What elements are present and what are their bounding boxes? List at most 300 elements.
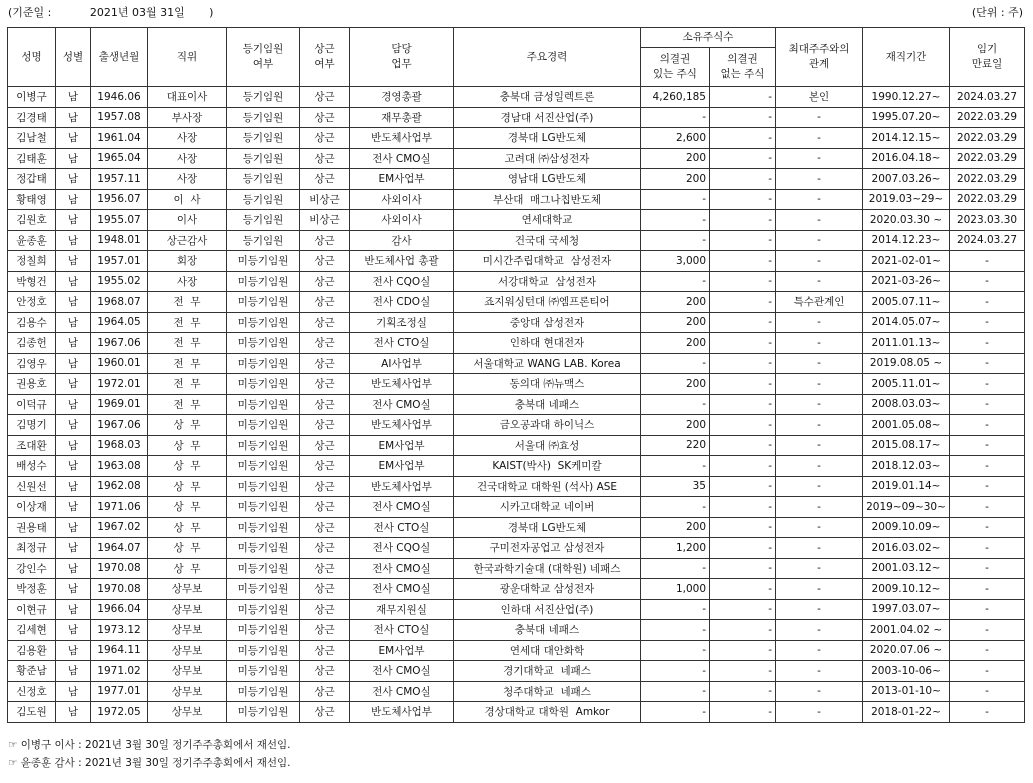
cell-duty: 사외이사 [350, 210, 454, 231]
cell-registered: 미등기임원 [227, 353, 300, 374]
cell-career: 구미전자공업고 삼성전자 [454, 538, 641, 559]
cell-position: 사장 [148, 271, 227, 292]
col-header-relation: 최대주주와의 관계 [776, 28, 863, 87]
cell-birth: 1957.01 [91, 251, 148, 272]
col-header-birth: 출생년월 [91, 28, 148, 87]
cell-career: 경상대학교 대학원 Amkor [454, 702, 641, 723]
cell-nonvoting-shares: - [710, 558, 776, 579]
cell-duty: 반도체사업부 [350, 415, 454, 436]
cell-registered: 미등기임원 [227, 292, 300, 313]
cell-term-end: 2022.03.29 [950, 148, 1025, 169]
cell-duty: 감사 [350, 230, 454, 251]
cell-term-end: - [950, 312, 1025, 333]
cell-birth: 1968.03 [91, 435, 148, 456]
cell-term-end: - [950, 271, 1025, 292]
cell-duty: 반도체사업부 [350, 374, 454, 395]
table-row [8, 189, 1025, 210]
table-row [8, 169, 1025, 190]
cell-duty: 전사 CTO실 [350, 333, 454, 354]
cell-tenure: 2008.03.03~ [863, 394, 950, 415]
cell-tenure: 1995.07.20~ [863, 107, 950, 128]
cell-name: 박정훈 [8, 579, 56, 600]
col-header-career: 주요경력 [454, 28, 641, 87]
table-row [8, 394, 1025, 415]
cell-name: 윤종훈 [8, 230, 56, 251]
cell-career: 고려대 ㈜삼성전자 [454, 148, 641, 169]
cell-fulltime: 상근 [300, 87, 350, 108]
cell-career: 연세대 대안화학 [454, 640, 641, 661]
cell-registered: 미등기임원 [227, 394, 300, 415]
cell-duty: EM사업부 [350, 169, 454, 190]
cell-birth: 1962.08 [91, 476, 148, 497]
cell-duty: 반도체사업 총괄 [350, 251, 454, 272]
cell-position: 상 무 [148, 538, 227, 559]
cell-term-end: - [950, 640, 1025, 661]
cell-name: 이덕규 [8, 394, 56, 415]
cell-gender: 남 [56, 148, 91, 169]
cell-duty: EM사업부 [350, 435, 454, 456]
cell-relation: - [776, 353, 863, 374]
cell-name: 안정호 [8, 292, 56, 313]
cell-birth: 1961.04 [91, 128, 148, 149]
cell-relation: - [776, 558, 863, 579]
cell-term-end: - [950, 558, 1025, 579]
cell-duty: 전사 CQO실 [350, 271, 454, 292]
cell-registered: 미등기임원 [227, 702, 300, 723]
cell-tenure: 2001.04.02 ~ [863, 620, 950, 641]
cell-gender: 남 [56, 538, 91, 559]
cell-birth: 1977.01 [91, 681, 148, 702]
cell-career: 충북대 금성일렉트론 [454, 87, 641, 108]
cell-name: 김원호 [8, 210, 56, 231]
cell-tenure: 2019.01.14~ [863, 476, 950, 497]
cell-name: 김도원 [8, 702, 56, 723]
cell-career: 광운대학교 삼성전자 [454, 579, 641, 600]
cell-fulltime: 상근 [300, 661, 350, 682]
table-row [8, 230, 1025, 251]
cell-position: 상 무 [148, 435, 227, 456]
cell-birth: 1972.05 [91, 702, 148, 723]
cell-registered: 미등기임원 [227, 620, 300, 641]
cell-tenure: 2019.08.05 ~ [863, 353, 950, 374]
cell-voting-shares: - [641, 230, 710, 251]
cell-relation: - [776, 415, 863, 436]
cell-nonvoting-shares: - [710, 128, 776, 149]
cell-term-end: - [950, 661, 1025, 682]
cell-relation: - [776, 599, 863, 620]
table-row [8, 476, 1025, 497]
table-row [8, 353, 1025, 374]
cell-birth: 1971.02 [91, 661, 148, 682]
cell-tenure: 2014.05.07~ [863, 312, 950, 333]
cell-voting-shares: - [641, 497, 710, 518]
cell-relation: 본인 [776, 87, 863, 108]
cell-birth: 1967.06 [91, 333, 148, 354]
cell-relation: - [776, 579, 863, 600]
cell-tenure: 2003-10-06~ [863, 661, 950, 682]
col-header-nonvoting: 의결권 없는 주식 [710, 48, 776, 87]
footnote: ☞ 윤종훈 감사 : 2021년 3월 30일 정기주주총회에서 재선임. [8, 757, 291, 769]
cell-tenure: 2018.12.03~ [863, 456, 950, 477]
cell-fulltime: 상근 [300, 230, 350, 251]
cell-career: 건국대 국세청 [454, 230, 641, 251]
cell-career: 금오공과대 하이닉스 [454, 415, 641, 436]
cell-nonvoting-shares: - [710, 538, 776, 559]
cell-term-end: - [950, 353, 1025, 374]
cell-birth: 1970.08 [91, 579, 148, 600]
cell-position: 이사 [148, 210, 227, 231]
cell-nonvoting-shares: - [710, 517, 776, 538]
cell-name: 강인수 [8, 558, 56, 579]
cell-career: 한국과학기술대 (대학원) 네패스 [454, 558, 641, 579]
cell-voting-shares: - [641, 558, 710, 579]
cell-gender: 남 [56, 189, 91, 210]
cell-name: 김영우 [8, 353, 56, 374]
cell-fulltime: 상근 [300, 599, 350, 620]
cell-voting-shares: 35 [641, 476, 710, 497]
col-header-name: 성명 [8, 28, 56, 87]
cell-career: 미시간주립대학교 삼성전자 [454, 251, 641, 272]
cell-career: 서강대학교 삼성전자 [454, 271, 641, 292]
cell-fulltime: 상근 [300, 271, 350, 292]
cell-career: 연세대학교 [454, 210, 641, 231]
cell-career: 충북대 네패스 [454, 394, 641, 415]
cell-registered: 미등기임원 [227, 456, 300, 477]
cell-gender: 남 [56, 230, 91, 251]
cell-gender: 남 [56, 456, 91, 477]
cell-fulltime: 상근 [300, 148, 350, 169]
cell-relation: - [776, 435, 863, 456]
col-header-fulltime: 상근 여부 [300, 28, 350, 87]
cell-registered: 미등기임원 [227, 599, 300, 620]
cell-gender: 남 [56, 620, 91, 641]
cell-birth: 1946.06 [91, 87, 148, 108]
cell-birth: 1969.01 [91, 394, 148, 415]
cell-fulltime: 상근 [300, 374, 350, 395]
cell-relation: 특수관계인 [776, 292, 863, 313]
cell-name: 김남철 [8, 128, 56, 149]
cell-duty: 전사 CMO실 [350, 497, 454, 518]
cell-voting-shares: 3,000 [641, 251, 710, 272]
cell-term-end: - [950, 702, 1025, 723]
cell-name: 박형건 [8, 271, 56, 292]
cell-name: 권용태 [8, 517, 56, 538]
cell-gender: 남 [56, 374, 91, 395]
cell-term-end: 2022.03.29 [950, 107, 1025, 128]
table-row [8, 661, 1025, 682]
col-header-tenure: 재직기간 [863, 28, 950, 87]
cell-nonvoting-shares: - [710, 435, 776, 456]
cell-birth: 1967.02 [91, 517, 148, 538]
cell-career: 동의대 ㈜뉴맥스 [454, 374, 641, 395]
cell-name: 이병구 [8, 87, 56, 108]
cell-tenure: 2016.03.02~ [863, 538, 950, 559]
cell-gender: 남 [56, 415, 91, 436]
cell-relation: - [776, 702, 863, 723]
cell-voting-shares: - [641, 702, 710, 723]
cell-fulltime: 상근 [300, 292, 350, 313]
cell-fulltime: 상근 [300, 333, 350, 354]
cell-registered: 미등기임원 [227, 435, 300, 456]
cell-duty: 전사 CDO실 [350, 292, 454, 313]
cell-birth: 1964.07 [91, 538, 148, 559]
cell-duty: 재무지원실 [350, 599, 454, 620]
cell-duty: 전사 CTO실 [350, 517, 454, 538]
cell-term-end: - [950, 538, 1025, 559]
cell-registered: 등기임원 [227, 107, 300, 128]
table-row [8, 620, 1025, 641]
cell-registered: 등기임원 [227, 128, 300, 149]
col-header-voting: 의결권 있는 주식 [641, 48, 710, 87]
cell-position: 상무보 [148, 702, 227, 723]
cell-position: 사장 [148, 148, 227, 169]
cell-position: 상 무 [148, 558, 227, 579]
cell-gender: 남 [56, 517, 91, 538]
cell-duty: 재무총괄 [350, 107, 454, 128]
cell-tenure: 2019~09~30~ [863, 497, 950, 518]
cell-term-end: 2022.03.29 [950, 169, 1025, 190]
cell-tenure: 2021-02-01~ [863, 251, 950, 272]
cell-nonvoting-shares: - [710, 292, 776, 313]
cell-nonvoting-shares: - [710, 456, 776, 477]
cell-term-end: - [950, 292, 1025, 313]
cell-voting-shares: - [641, 661, 710, 682]
col-header-position: 직위 [148, 28, 227, 87]
cell-registered: 미등기임원 [227, 579, 300, 600]
cell-name: 김용환 [8, 640, 56, 661]
cell-nonvoting-shares: - [710, 312, 776, 333]
cell-relation: - [776, 128, 863, 149]
cell-position: 상 무 [148, 497, 227, 518]
cell-voting-shares: - [641, 353, 710, 374]
cell-tenure: 2011.01.13~ [863, 333, 950, 354]
cell-fulltime: 상근 [300, 476, 350, 497]
cell-birth: 1955.02 [91, 271, 148, 292]
cell-position: 상무보 [148, 599, 227, 620]
cell-voting-shares: 200 [641, 333, 710, 354]
cell-duty: 경영총괄 [350, 87, 454, 108]
cell-term-end: - [950, 456, 1025, 477]
cell-relation: - [776, 394, 863, 415]
cell-duty: 반도체사업부 [350, 128, 454, 149]
cell-term-end: 2024.03.27 [950, 230, 1025, 251]
cell-gender: 남 [56, 661, 91, 682]
table-row [8, 333, 1025, 354]
cell-registered: 미등기임원 [227, 312, 300, 333]
cell-career: 중앙대 삼성전자 [454, 312, 641, 333]
cell-fulltime: 상근 [300, 681, 350, 702]
cell-relation: - [776, 640, 863, 661]
cell-voting-shares: - [641, 640, 710, 661]
cell-position: 이 사 [148, 189, 227, 210]
footnote: ☞ 이병구 이사 : 2021년 3월 30일 정기주주총회에서 재선임. [8, 739, 291, 751]
cell-gender: 남 [56, 251, 91, 272]
cell-voting-shares: - [641, 599, 710, 620]
cell-career: 청주대학교 네패스 [454, 681, 641, 702]
cell-gender: 남 [56, 640, 91, 661]
cell-term-end: 2024.03.27 [950, 87, 1025, 108]
cell-tenure: 2009.10.12~ [863, 579, 950, 600]
cell-registered: 미등기임원 [227, 271, 300, 292]
cell-gender: 남 [56, 476, 91, 497]
cell-nonvoting-shares: - [710, 333, 776, 354]
cell-gender: 남 [56, 558, 91, 579]
cell-tenure: 1997.03.07~ [863, 599, 950, 620]
cell-birth: 1963.08 [91, 456, 148, 477]
cell-tenure: 1990.12.27~ [863, 87, 950, 108]
cell-tenure: 2014.12.23~ [863, 230, 950, 251]
cell-name: 최정규 [8, 538, 56, 559]
cell-tenure: 2015.08.17~ [863, 435, 950, 456]
cell-position: 상무보 [148, 661, 227, 682]
cell-term-end: - [950, 681, 1025, 702]
cell-name: 신정호 [8, 681, 56, 702]
cell-nonvoting-shares: - [710, 251, 776, 272]
cell-career: KAIST(박사) SK케미칼 [454, 456, 641, 477]
cell-voting-shares: 1,000 [641, 579, 710, 600]
cell-registered: 등기임원 [227, 169, 300, 190]
cell-voting-shares: - [641, 620, 710, 641]
cell-voting-shares: - [641, 394, 710, 415]
cell-voting-shares: - [641, 456, 710, 477]
cell-tenure: 2001.03.12~ [863, 558, 950, 579]
cell-voting-shares: 200 [641, 169, 710, 190]
cell-registered: 미등기임원 [227, 681, 300, 702]
cell-relation: - [776, 271, 863, 292]
cell-relation: - [776, 681, 863, 702]
cell-relation: - [776, 189, 863, 210]
cell-registered: 미등기임원 [227, 497, 300, 518]
cell-relation: - [776, 107, 863, 128]
table-row [8, 497, 1025, 518]
cell-term-end: - [950, 579, 1025, 600]
cell-gender: 남 [56, 271, 91, 292]
cell-birth: 1956.07 [91, 189, 148, 210]
cell-relation: - [776, 497, 863, 518]
cell-tenure: 2021-03-26~ [863, 271, 950, 292]
cell-nonvoting-shares: - [710, 230, 776, 251]
cell-career: 서울대학교 WANG LAB. Korea [454, 353, 641, 374]
cell-fulltime: 상근 [300, 128, 350, 149]
table-row [8, 148, 1025, 169]
cell-position: 상 무 [148, 517, 227, 538]
cell-career: 건국대학교 대학원 (석사) ASE [454, 476, 641, 497]
cell-relation: - [776, 210, 863, 231]
cell-duty: 전사 CMO실 [350, 661, 454, 682]
cell-nonvoting-shares: - [710, 415, 776, 436]
cell-gender: 남 [56, 394, 91, 415]
table-row [8, 640, 1025, 661]
cell-fulltime: 상근 [300, 620, 350, 641]
cell-fulltime: 상근 [300, 497, 350, 518]
cell-relation: - [776, 620, 863, 641]
table-row [8, 538, 1025, 559]
table-row [8, 128, 1025, 149]
executive-table [7, 27, 1025, 723]
cell-voting-shares: 200 [641, 148, 710, 169]
cell-fulltime: 상근 [300, 456, 350, 477]
cell-nonvoting-shares: - [710, 271, 776, 292]
cell-nonvoting-shares: - [710, 189, 776, 210]
cell-birth: 1955.07 [91, 210, 148, 231]
table-row [8, 456, 1025, 477]
cell-name: 김태훈 [8, 148, 56, 169]
cell-term-end: - [950, 333, 1025, 354]
cell-fulltime: 상근 [300, 353, 350, 374]
cell-relation: - [776, 333, 863, 354]
cell-position: 전 무 [148, 333, 227, 354]
col-header-shares: 소유주식수 [641, 28, 776, 48]
cell-term-end: - [950, 251, 1025, 272]
cell-career: 경북대 LG반도체 [454, 128, 641, 149]
cell-registered: 등기임원 [227, 210, 300, 231]
cell-name: 이상재 [8, 497, 56, 518]
cell-voting-shares: 220 [641, 435, 710, 456]
cell-registered: 등기임원 [227, 87, 300, 108]
cell-gender: 남 [56, 702, 91, 723]
cell-duty: 기획조정실 [350, 312, 454, 333]
cell-fulltime: 비상근 [300, 210, 350, 231]
cell-term-end: 2022.03.29 [950, 189, 1025, 210]
cell-relation: - [776, 230, 863, 251]
cell-registered: 미등기임원 [227, 333, 300, 354]
table-row [8, 579, 1025, 600]
cell-nonvoting-shares: - [710, 374, 776, 395]
table-row [8, 87, 1025, 108]
cell-relation: - [776, 374, 863, 395]
cell-term-end: - [950, 497, 1025, 518]
cell-position: 회장 [148, 251, 227, 272]
cell-position: 상무보 [148, 579, 227, 600]
cell-fulltime: 상근 [300, 538, 350, 559]
table-row [8, 251, 1025, 272]
cell-career: 영남대 LG반도체 [454, 169, 641, 190]
cell-voting-shares: - [641, 681, 710, 702]
cell-gender: 남 [56, 292, 91, 313]
cell-name: 김용수 [8, 312, 56, 333]
cell-birth: 1966.04 [91, 599, 148, 620]
cell-duty: AI사업부 [350, 353, 454, 374]
cell-name: 신원선 [8, 476, 56, 497]
cell-position: 상무보 [148, 620, 227, 641]
cell-fulltime: 비상근 [300, 189, 350, 210]
col-header-gender: 성별 [56, 28, 91, 87]
cell-voting-shares: 4,260,185 [641, 87, 710, 108]
cell-gender: 남 [56, 435, 91, 456]
cell-term-end: - [950, 435, 1025, 456]
cell-fulltime: 상근 [300, 251, 350, 272]
cell-position: 사장 [148, 128, 227, 149]
cell-tenure: 2020.07.06 ~ [863, 640, 950, 661]
cell-gender: 남 [56, 169, 91, 190]
cell-term-end: 2023.03.30 [950, 210, 1025, 231]
cell-position: 상무보 [148, 640, 227, 661]
cell-nonvoting-shares: - [710, 599, 776, 620]
cell-fulltime: 상근 [300, 579, 350, 600]
cell-voting-shares: 200 [641, 415, 710, 436]
cell-nonvoting-shares: - [710, 148, 776, 169]
cell-tenure: 2019.03~29~ [863, 189, 950, 210]
cell-birth: 1957.11 [91, 169, 148, 190]
cell-duty: 전사 CMO실 [350, 579, 454, 600]
cell-voting-shares: - [641, 107, 710, 128]
table-row [8, 292, 1025, 313]
cell-nonvoting-shares: - [710, 87, 776, 108]
cell-duty: 반도체사업부 [350, 476, 454, 497]
cell-gender: 남 [56, 599, 91, 620]
cell-position: 부사장 [148, 107, 227, 128]
cell-fulltime: 상근 [300, 517, 350, 538]
